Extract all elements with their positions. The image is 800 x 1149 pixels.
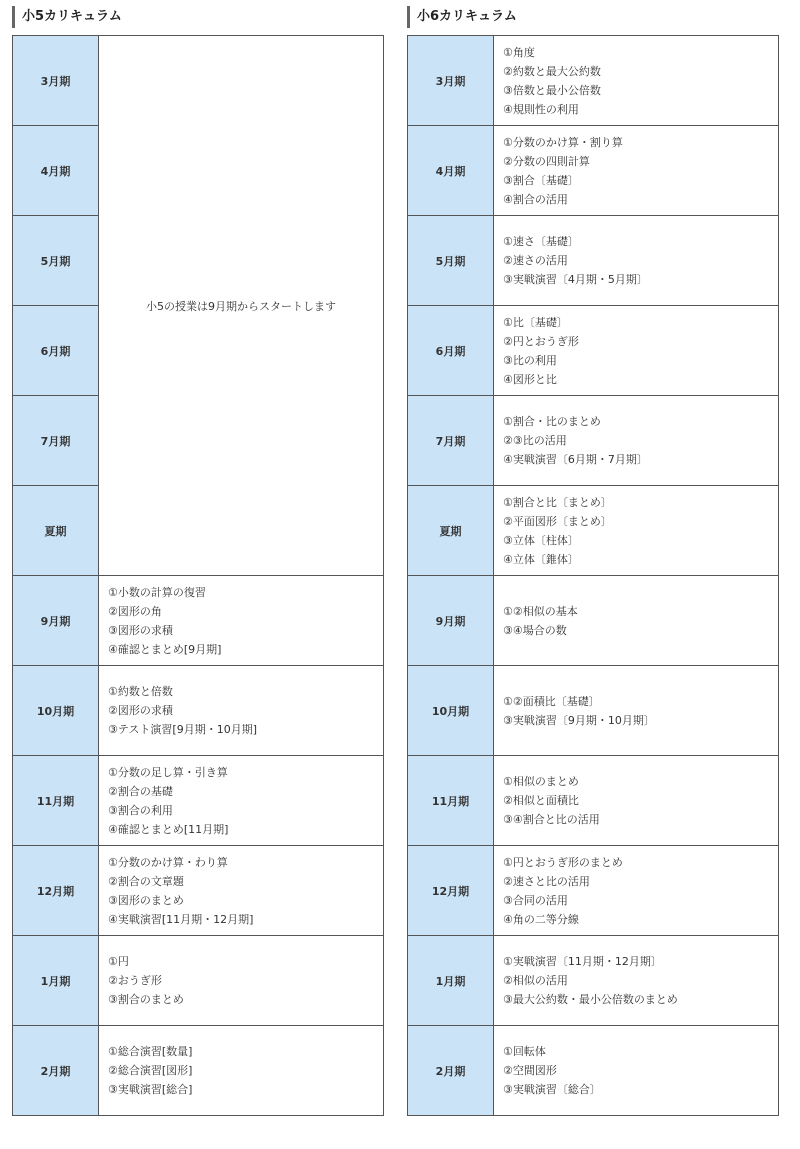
curriculum-item: ①回転体: [503, 1045, 546, 1058]
curriculum-item: ①比〔基礎〕: [503, 315, 568, 329]
start-notice: 小5の授業は9月期からスタートします: [99, 36, 384, 576]
grade6-heading: 小6カリキュラム: [407, 6, 779, 28]
term-content: [99, 576, 384, 666]
curriculum-item: ②図形の求積: [108, 704, 173, 717]
curriculum-item: ③割合〔基礎〕: [503, 173, 579, 187]
curriculum-item: ③テスト演習[9月期・10月期]: [108, 723, 257, 736]
term-content: [99, 666, 384, 756]
term-label: 7月期: [408, 396, 494, 486]
curriculum-item: ④実戦演習[11月期・12月期]: [108, 912, 254, 926]
table-row: [408, 666, 779, 756]
curriculum-item: ②空間図形: [503, 1064, 557, 1077]
table-row: [13, 846, 384, 936]
curriculum-item: ③図形のまとめ: [108, 893, 184, 907]
curriculum-item: ②図形の角: [108, 604, 162, 618]
curriculum-item: ③実戦演習[総合]: [108, 1083, 193, 1096]
curriculum-item: ④確認とまとめ[11月期]: [108, 822, 229, 836]
table-row: [13, 666, 384, 756]
grade6-curriculum-table: [407, 35, 779, 1116]
term-content: [494, 936, 779, 1026]
term-content: [494, 846, 779, 936]
term-content: [99, 756, 384, 846]
curriculum-item: ②相似の活用: [503, 974, 568, 987]
curriculum-item: ①角度: [503, 45, 535, 59]
curriculum-item: ①円: [108, 955, 129, 968]
term-label: 5月期: [408, 216, 494, 306]
term-label: 7月期: [13, 396, 99, 486]
curriculum-item: ①速さ〔基礎〕: [503, 235, 579, 248]
curriculum-item: ①割合と比〔まとめ〕: [503, 495, 612, 509]
term-label: 4月期: [408, 126, 494, 216]
curriculum-item: ③実戦演習〔4月期・5月期〕: [503, 273, 648, 286]
term-label: 4月期: [13, 126, 99, 216]
table-row: [408, 486, 779, 576]
curriculum-item: ②平面図形〔まとめ〕: [503, 514, 612, 528]
term-label: 12月期: [13, 846, 99, 936]
table-row: [13, 576, 384, 666]
term-content: [99, 936, 384, 1026]
term-label: 夏期: [13, 486, 99, 576]
curriculum-item: ③合同の活用: [503, 893, 568, 907]
curriculum-item: ①約数と倍数: [108, 685, 173, 698]
term-content: [494, 36, 779, 126]
curriculum-item: ④角の二等分線: [503, 912, 579, 926]
term-label: 3月期: [13, 36, 99, 126]
table-row: [408, 126, 779, 216]
term-label: 2月期: [13, 1026, 99, 1116]
term-label: 1月期: [408, 936, 494, 1026]
curriculum-item: ②円とおうぎ形: [503, 334, 579, 348]
grade5-curriculum-table: [12, 35, 384, 1116]
table-row: [408, 1026, 779, 1116]
table-row: [13, 756, 384, 846]
term-label: 夏期: [408, 486, 494, 576]
curriculum-item: ③実戦演習〔総合〕: [503, 1083, 601, 1096]
curriculum-item: ③割合の利用: [108, 803, 173, 817]
term-label: 11月期: [408, 756, 494, 846]
curriculum-item: ③割合のまとめ: [108, 993, 184, 1006]
table-row: [408, 936, 779, 1026]
term-content: [494, 396, 779, 486]
curriculum-item: ③図形の求積: [108, 623, 173, 637]
curriculum-item: ①実戦演習〔11月期・12月期〕: [503, 955, 662, 968]
curriculum-item: ③④場合の数: [503, 623, 567, 637]
term-label: 1月期: [13, 936, 99, 1026]
term-content: [494, 486, 779, 576]
curriculum-item: ③比の利用: [503, 353, 557, 367]
curriculum-item: ③倍数と最小公倍数: [503, 83, 601, 97]
term-label: 2月期: [408, 1026, 494, 1116]
table-row: [408, 396, 779, 486]
table-row: [408, 576, 779, 666]
term-content: [99, 1026, 384, 1116]
curriculum-item: ②分数の四則計算: [503, 154, 590, 168]
term-label: 5月期: [13, 216, 99, 306]
table-row: [408, 756, 779, 846]
curriculum-item: ②③比の活用: [503, 434, 567, 447]
curriculum-item: ②割合の基礎: [108, 784, 173, 798]
curriculum-item: ④図形と比: [503, 372, 557, 386]
table-row: [13, 936, 384, 1026]
term-content: [494, 576, 779, 666]
curriculum-item: ①円とおうぎ形のまとめ: [503, 855, 623, 869]
curriculum-item: ①相似のまとめ: [503, 775, 579, 788]
curriculum-item: ②約数と最大公約数: [503, 64, 601, 78]
term-label: 6月期: [408, 306, 494, 396]
term-label: 12月期: [408, 846, 494, 936]
curriculum-item: ①総合演習[数量]: [108, 1045, 193, 1058]
curriculum-item: ②相似と面積比: [503, 794, 579, 807]
curriculum-item: ①小数の計算の復習: [108, 585, 206, 599]
term-label: 11月期: [13, 756, 99, 846]
curriculum-item: ①分数のかけ算・割り算: [503, 135, 623, 149]
table-row: [408, 216, 779, 306]
curriculum-item: ③④割合と比の活用: [503, 813, 600, 826]
curriculum-item: ①分数のかけ算・わり算: [108, 855, 228, 869]
term-content: [494, 1026, 779, 1116]
curriculum-item: ④確認とまとめ[9月期]: [108, 642, 222, 656]
table-row: [13, 36, 384, 126]
term-content: [494, 306, 779, 396]
curriculum-item: ②速さと比の活用: [503, 874, 590, 888]
term-label: 9月期: [408, 576, 494, 666]
curriculum-item: ②おうぎ形: [108, 974, 162, 987]
term-content: [494, 756, 779, 846]
term-label: 10月期: [13, 666, 99, 756]
term-label: 3月期: [408, 36, 494, 126]
term-content: [494, 126, 779, 216]
grade6-section: [407, 6, 779, 1116]
curriculum-item: ②総合演習[図形]: [108, 1064, 193, 1077]
curriculum-item: ①②面積比〔基礎〕: [503, 694, 600, 708]
curriculum-item: ③実戦演習〔9月期・10月期〕: [503, 713, 655, 727]
table-row: [408, 306, 779, 396]
curriculum-item: ①分数の足し算・引き算: [108, 765, 228, 779]
term-label: 9月期: [13, 576, 99, 666]
curriculum-item: ③最大公約数・最小公倍数のまとめ: [503, 993, 678, 1006]
table-row: [408, 36, 779, 126]
term-label: 10月期: [408, 666, 494, 756]
curriculum-item: ④立体〔錐体〕: [503, 552, 579, 566]
grade5-heading: 小5カリキュラム: [12, 6, 384, 28]
curriculum-item: ④実戦演習〔6月期・7月期〕: [503, 453, 648, 466]
curriculum-item: ④割合の活用: [503, 192, 568, 206]
curriculum-item: ④規則性の利用: [503, 102, 579, 116]
curriculum-item: ③立体〔柱体〕: [503, 533, 579, 547]
term-label: 6月期: [13, 306, 99, 396]
grade5-section: [12, 6, 384, 1116]
curriculum-item: ①②相似の基本: [503, 604, 578, 618]
curriculum-item: ②速さの活用: [503, 254, 568, 267]
term-content: [494, 216, 779, 306]
curriculum-item: ①割合・比のまとめ: [503, 415, 601, 428]
term-content: [494, 666, 779, 756]
curriculum-item: ②割合の文章題: [108, 874, 184, 888]
term-content: [99, 846, 384, 936]
table-row: [13, 1026, 384, 1116]
table-row: [408, 846, 779, 936]
